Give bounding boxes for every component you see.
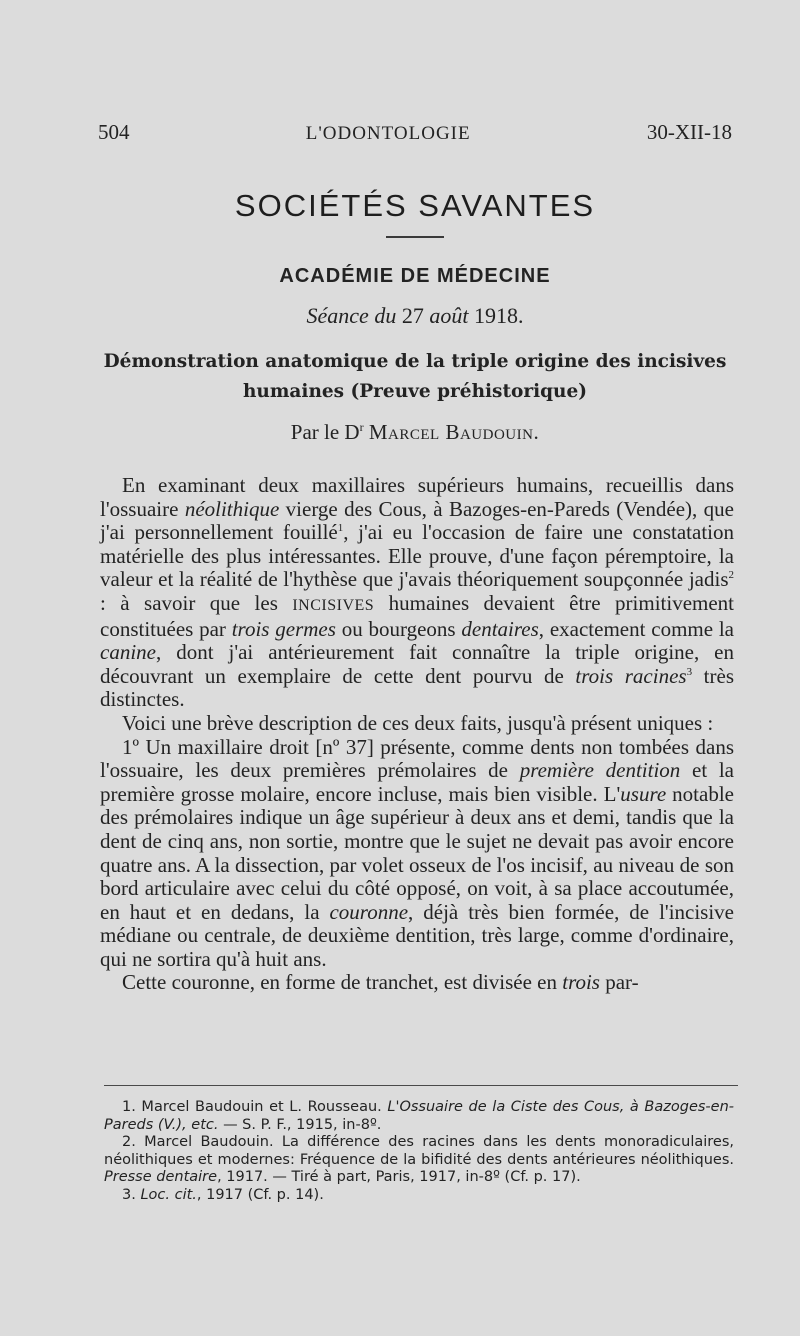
text-run-italic: trois germes — [231, 616, 336, 641]
text-run-italic: usure — [620, 781, 667, 806]
session-year: 1918. — [473, 303, 524, 328]
session-day: 27 — [401, 303, 424, 328]
footnote-2 — [104, 1134, 734, 1187]
footnote-3 — [104, 1187, 734, 1205]
text-run-italic: Presse dentaire — [104, 1169, 218, 1186]
running-head — [98, 120, 732, 145]
text-run: et la première grosse molaire, encore incluse, mais bien visible. L' — [100, 758, 734, 806]
text-run: 1º Un maxillaire droit [nº 37] présente, comme dents non tombées dans l'ossuaire, les deux premières prémolaires de — [100, 734, 734, 783]
text-run: , 1917 (Cf. p. 14). — [196, 1186, 324, 1203]
text-run-italic: L'Ossuaire de la Ciste des Cous, à Bazoges-en-Pareds (V.), etc. — [104, 1099, 734, 1133]
text-run-smallcaps: INCISIVES — [292, 596, 375, 614]
text-run: humaines devaient être primitivement constituées par — [100, 590, 735, 641]
text-run-italic: dentaires — [461, 616, 539, 641]
text-run: : à savoir que les — [100, 590, 293, 615]
article-title-line-1: Démonstration anatomique de la triple origine des incisives — [103, 351, 727, 372]
paragraph-2: Voici une brève description de ces deux faits, jusqu'à présent uniques : — [122, 710, 714, 735]
academy-heading: ACADÉMIE DE MÉDECINE — [279, 265, 551, 287]
byline-title-sup: r — [359, 420, 364, 434]
footnote-1 — [104, 1099, 734, 1134]
text-run: notable des prémolaires indique un âge supérieur à deux ans et demi, tandis que la dent de cinq ans, non sortie, montre que le sujet ne devait pas avoir encore quatre ans. A la dissection, par volet osseux de l'os incisif, au niveau de son bord articulaire avec celui du côté opposé, on voit, à sa place accoutumée, en haut et en dedans, la — [100, 781, 734, 924]
footnote-ref-2: 2 — [728, 569, 734, 582]
section-title: SOCIÉTÉS SAVANTES — [234, 188, 596, 223]
text-run: , exactement comme la — [538, 616, 735, 641]
footnote-divider — [104, 1085, 738, 1086]
footnote-ref-3: 3 — [686, 665, 693, 678]
text-run: , 1917. — Tiré à part, Paris, 1917, in-8º (Cf. p. 17). — [217, 1169, 581, 1186]
article-title-line-2: humaines (Preuve préhistorique) — [242, 381, 588, 402]
text-run-italic: néolithique — [184, 496, 280, 521]
session-prefix: Séance du — [306, 303, 397, 328]
byline — [0, 420, 800, 445]
text-run: , déjà très bien formée, de l'incisive médiane ou centrale, de deuxième dentition, très large, comme d'ordinaire, qui ne sortira qu'à huit ans. — [100, 899, 735, 971]
text-run: — S. P. F., 1915, in-8º. — [218, 1116, 382, 1133]
text-run-italic: trois — [562, 970, 600, 995]
text-run: 1. Marcel Baudouin et L. Rousseau. — [122, 1099, 388, 1115]
text-run-italic: première dentition — [519, 758, 681, 783]
byline-author: Marcel Baudouin. — [368, 420, 540, 444]
paragraph-1 — [100, 474, 734, 712]
text-run: 3. — [122, 1186, 141, 1203]
text-run: 2. Marcel Baudouin. La différence des racines dans les dents monoradiculaires, néolithiques et modernes: Fréquence de la bifidité des dents antérieures néolithiques. — [104, 1134, 734, 1168]
session-date — [0, 303, 800, 329]
text-run: par- — [599, 970, 639, 995]
text-run: , dont j'ai antérieurement fait connaître la triple origine, en découvrant un exemplaire de cette dent pourvu de — [100, 640, 734, 688]
session-month: août — [429, 303, 469, 328]
text-run-italic: trois racines — [575, 663, 687, 688]
article-title — [100, 347, 730, 407]
text-run: vierge des Cous, à Bazoges-en-Pareds (Vendée), que j'ai personnellement fouillé — [100, 496, 734, 545]
text-run: très distinctes. — [100, 663, 734, 712]
footnote-ref-1: 1 — [337, 522, 344, 535]
issue-date: 30-XII-18 — [646, 120, 732, 144]
text-run: , j'ai eu l'occasion de faire une constatation matérielle des plus intéressantes. Elle prouve, d'une façon péremptoire, la valeur et la réalité de l'hythèse que j'avais théoriquement soupçonnée jadis — [100, 520, 734, 592]
title-divider — [386, 236, 444, 238]
paragraph-4 — [100, 971, 734, 995]
byline-prefix: Par le D — [290, 420, 360, 444]
article-body — [100, 474, 734, 995]
paragraph-3 — [100, 736, 734, 972]
journal-name: L'ODONTOLOGIE — [305, 123, 471, 144]
footnotes — [104, 1099, 734, 1205]
text-run-italic: Loc. cit. — [140, 1186, 197, 1203]
text-run-italic: canine — [100, 640, 156, 665]
page-number: 504 — [98, 120, 130, 144]
text-run: En examinant deux maxillaires supérieurs humains, recueillis dans l'ossuaire — [100, 473, 734, 521]
text-run-italic: couronne — [329, 899, 409, 924]
text-run: ou bourgeons — [335, 616, 462, 641]
text-run: Cette couronne, en forme de tranchet, est divisée en — [122, 970, 563, 995]
